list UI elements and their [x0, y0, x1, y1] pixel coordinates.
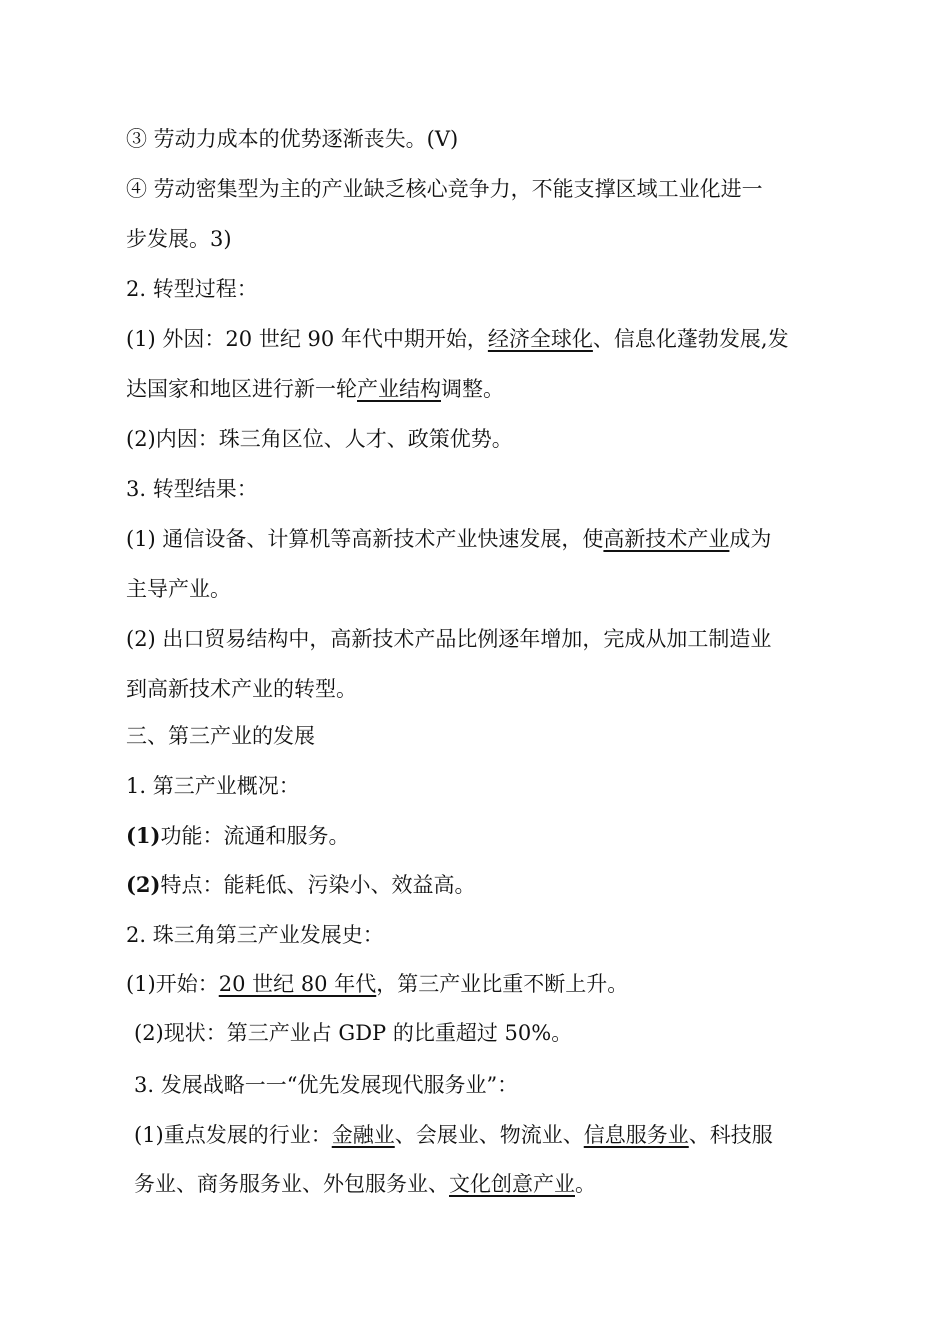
- underlined-term: 文化创意产业: [449, 1172, 575, 1196]
- text-segment: 达国家和地区进行新一轮: [126, 377, 357, 401]
- text-segment: (1)开始：: [126, 972, 219, 996]
- text-segment: (1)重点发展的行业：: [134, 1123, 332, 1147]
- underlined-term: 信息服务业: [583, 1123, 689, 1147]
- text-line: (2) 出口贸易结构中，高新技术产品比例逐年增加，完成从加工制造业: [126, 627, 772, 651]
- underlined-term: 产业结构: [357, 377, 441, 401]
- section-heading: 3. 转型结果：: [126, 477, 258, 501]
- text-line: [126, 870, 475, 900]
- section-heading: 1. 第三产业概况：: [126, 774, 300, 798]
- text-line: ④ 劳动密集型为主的产业缺乏核心竞争力，不能支撑区域工业化进一: [126, 177, 763, 201]
- section-heading: 2. 转型过程：: [126, 277, 258, 301]
- text-line: 主导产业。: [126, 577, 231, 601]
- underlined-term: 经济全球化: [487, 327, 593, 351]
- chapter-heading: 三、第三产业的发展: [126, 724, 315, 748]
- text-segment: 、科技服: [688, 1123, 773, 1147]
- text-segment: 功能：流通和服务。: [160, 824, 350, 848]
- item-number: (2): [126, 872, 161, 897]
- underlined-term: 金融业: [331, 1123, 395, 1147]
- section-heading: 2. 珠三角第三产业发展史：: [126, 923, 384, 947]
- text-segment: (1) 外因：20 世纪 90 年代中期开始，: [126, 327, 488, 351]
- text-line: [126, 821, 349, 851]
- text-segment: 、信息化蓬勃发展,发: [592, 327, 789, 351]
- text-line: [126, 969, 628, 999]
- text-segment: 。: [575, 1172, 596, 1196]
- text-line: [126, 324, 789, 354]
- text-line: ③ 劳动力成本的优势逐渐丧失。(V): [126, 127, 459, 151]
- item-number: (1): [126, 823, 161, 848]
- text-segment: (1) 通信设备、计算机等高新技术产业快速发展，使: [126, 527, 604, 551]
- text-line: 到高新技术产业的转型。: [126, 677, 357, 701]
- underlined-term: 高新技术产业: [603, 527, 730, 551]
- text-segment: 成为: [729, 527, 772, 551]
- text-segment: ，第三产业比重不断上升。: [376, 972, 629, 996]
- text-line: 步发展。3): [126, 227, 232, 251]
- text-line: [126, 524, 771, 554]
- text-line: [126, 374, 504, 404]
- text-segment: 、会展业、物流业、: [394, 1123, 584, 1147]
- text-segment: 调整。: [441, 377, 504, 401]
- text-line: [134, 1169, 596, 1199]
- text-line: (2)现状：第三产业占 GDP 的比重超过 50%。: [134, 1021, 573, 1045]
- text-segment: 特点：能耗低、污染小、效益高。: [160, 873, 476, 897]
- underlined-term: 20 世纪 80 年代: [218, 972, 377, 996]
- section-heading: 3. 发展战略一一“优先发展现代服务业”：: [134, 1073, 519, 1097]
- text-line: (2)内因：珠三角区位、人才、政策优势。: [126, 427, 513, 451]
- text-segment: 务业、商务服务业、外包服务业、: [134, 1172, 449, 1196]
- text-line: [134, 1120, 773, 1150]
